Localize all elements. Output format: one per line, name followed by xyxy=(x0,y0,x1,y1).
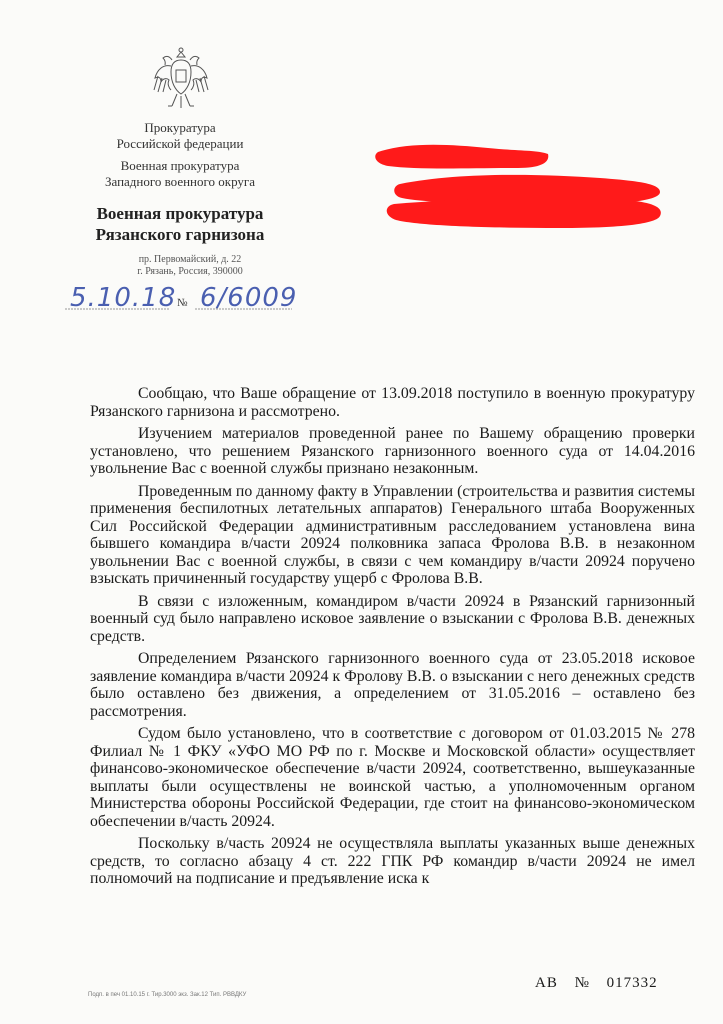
body-paragraph-3: Проведенным по данному факту в Управлении (строительства и развития системы применения беспилотных летательных аппаратов) Генерального штаба Вооруженных Сил Российской Федерации административным расследованием установлена вина бывшего командира в/части 20924 полковника запаса Фролова В.В. в незаконном увольнении Вас с военной службы, в связи с чем командиру в/части 20924 поручено взыскать причиненный государству ущерб с Фролова В.В. xyxy=(90,482,695,587)
letterhead-military-line1: Военная прокуратура xyxy=(120,158,240,173)
letterhead-address-line2: г. Рязань, Россия, 390000 xyxy=(137,266,243,277)
coat-of-arms-emblem-icon xyxy=(150,46,212,114)
letterhead-title-line2: Рязанского гарнизона xyxy=(95,225,265,244)
letterhead-org-line2: Российской федерации xyxy=(116,136,244,151)
letterhead-address-line1: пр. Первомайский, д. 22 xyxy=(138,254,242,265)
form-serial-series: АВ xyxy=(535,975,558,991)
print-info: Подп. в печ 01.10.15 г. Тир.3000 экз. Зак.12 Тип. РВВДКУ xyxy=(88,992,247,998)
registration-line xyxy=(60,275,300,320)
body-paragraph-7: Поскольку в/часть 20924 не осуществляла выплаты указанных выше денежных средств, то согласно абзацу 4 ст. 222 ГПК РФ командир в/части 20924 не имел полномочий на подписание и предъявление иска к xyxy=(90,835,695,887)
registration-number: 6/6009 xyxy=(200,283,298,313)
registration-date: 5.10.18 xyxy=(70,283,177,313)
registration-number-label: № xyxy=(177,297,188,309)
letterhead-title-line1: Военная прокуратура xyxy=(96,204,264,223)
body-paragraph-4: В связи с изложенным, командиром в/части 20924 в Рязанский гарнизонный военный суд было направлено исковое заявление о взыскании с Фролова В.В. денежных средств. xyxy=(90,592,695,645)
form-serial xyxy=(535,975,670,992)
letter-body xyxy=(90,385,695,893)
redaction-mark xyxy=(370,140,690,240)
form-serial-label: № xyxy=(574,975,590,991)
body-paragraph-6: Судом было установлено, что в соответствие с договором от 01.03.2015 № 278 Филиал № 1 ФКУ «УФО МО РФ по г. Москве и Московской области» осуществляет финансово-экономическое обеспечение в/части 20924, соответственно, вышеуказанные выплаты были осуществлены не воинской частью, а уполномоченным органом Министерства обороны Российской Федерации, где стоит на финансово-экономическом обеспечении в/часть 20924. xyxy=(90,725,695,830)
letterhead-military-line2: Западного военного округа xyxy=(104,174,256,189)
letterhead-org-line1: Прокуратура xyxy=(144,120,216,135)
body-paragraph-2: Изучением материалов проведенной ранее по Вашему обращению проверки установлено, что решением Рязанского гарнизонного военного суда от 14.04.2016 увольнение Вас с военной службы признано незаконным. xyxy=(90,425,695,477)
form-serial-number: 017332 xyxy=(606,975,658,991)
body-paragraph-1: Сообщаю, что Ваше обращение от 13.09.2018 поступило в военную прокуратуру Рязанского гарнизона и рассмотрено. xyxy=(90,385,695,420)
body-paragraph-5: Определением Рязанского гарнизонного военного суда от 23.05.2018 исковое заявление командира в/части 20924 к Фролову В.В. о взыскании с него денежных средств было оставлено без движения, а определением от 31.05.2016 – оставлено без рассмотрения. xyxy=(90,650,695,720)
